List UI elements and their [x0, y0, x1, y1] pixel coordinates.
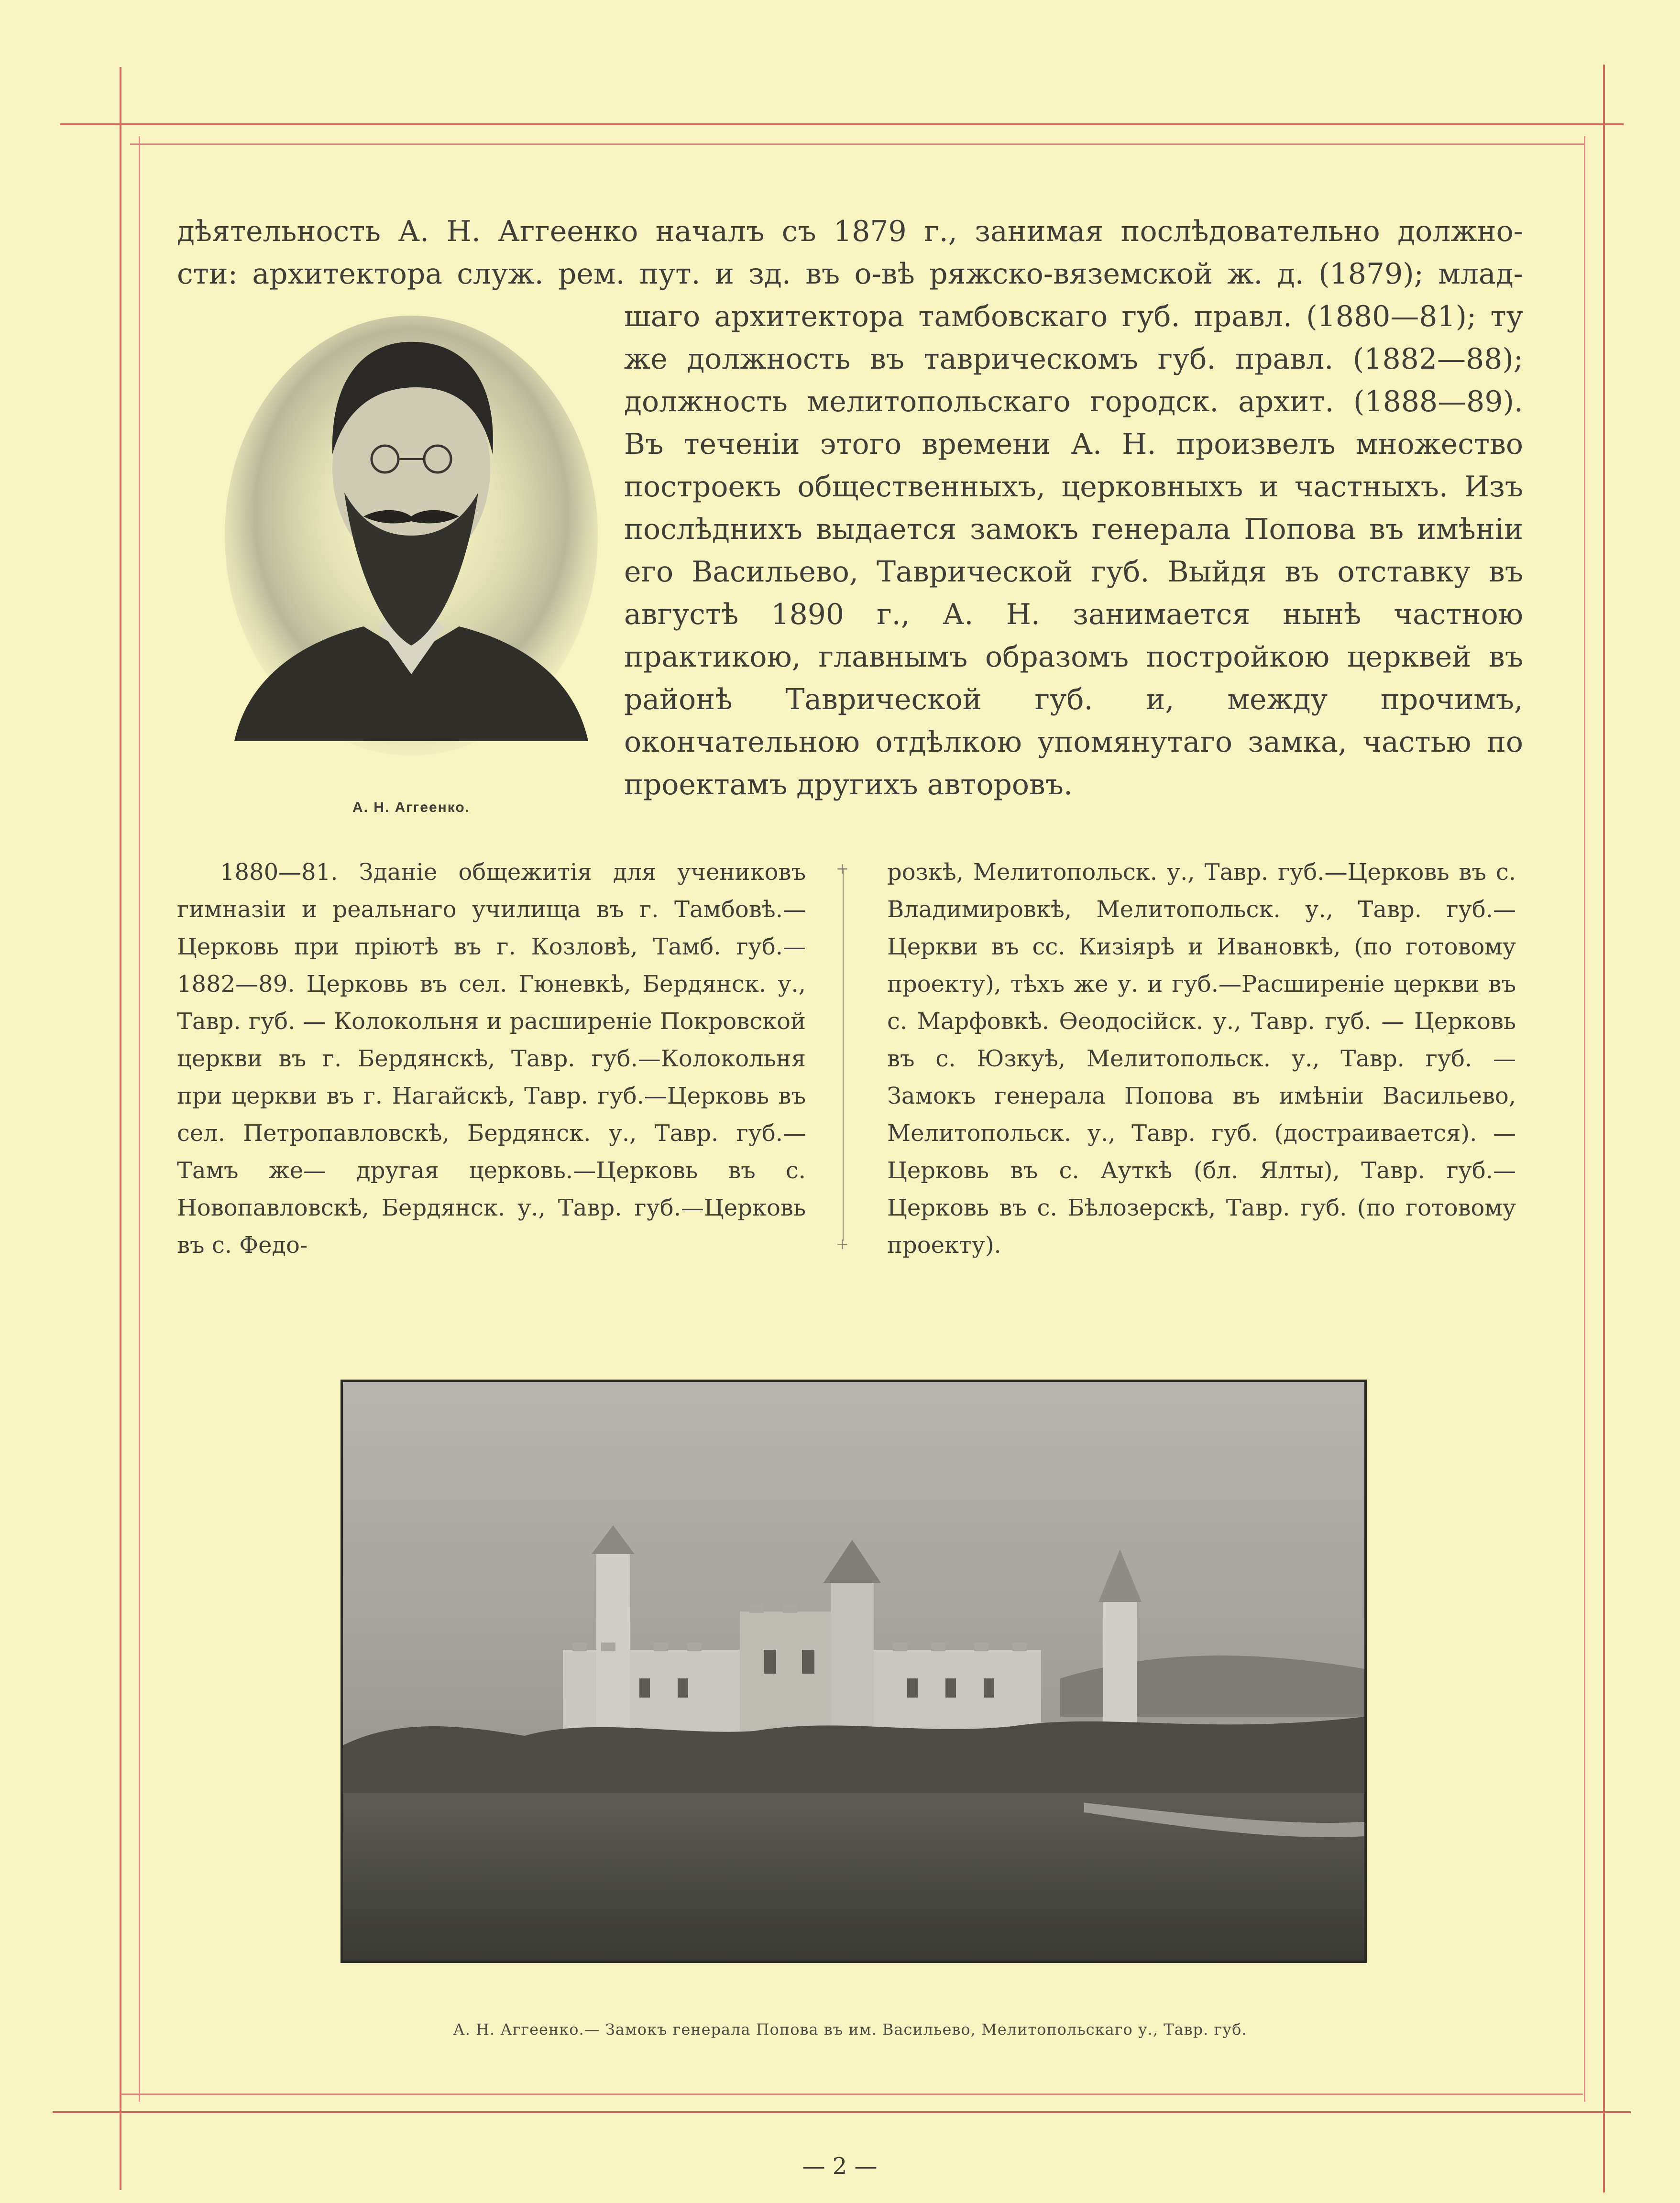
portrait-caption: А. Н. Аггеенко. — [352, 800, 471, 815]
works-left-column: 1880—81. Зданіе общежитія для учениковъ гимназіи и реальнаго училища въ г. Тамбовѣ.— Церковь при пріютѣ въ г. Козловѣ, Тамб. губ.— 1882—89. Церковь въ сел. Гюневкѣ, Бердянск. у., Тавр. губ. — Колокольня и расширеніе Покровской церкви въ г. Бердянскѣ, Тавр. губ.—Колокольня при церкви въ г. Нагайскѣ, Тавр. губ.—Церковь въ сел. Петропавловскѣ, Бердянск. у., Тавр. губ.—Тамъ же— другая церковь.—Церковь въ с. Новопавловскѣ, Бердянск. у., Тавр. губ.—Церковь въ с. Федо- — [177, 859, 806, 1259]
frame-left-outer — [120, 67, 121, 2190]
divider-plus-top: + — [836, 859, 849, 877]
page-number: — 2 — — [802, 2153, 878, 2180]
frame-top-inner — [130, 143, 1584, 145]
frame-bottom-inner — [120, 2093, 1583, 2095]
castle-photo — [340, 1380, 1367, 1963]
works-right-column: розкѣ, Мелитопольск. у., Тавр. губ.—Церковь въ с. Владимировкѣ, Мелитопольск. у., Тавр. губ.—Церкви въ сс. Кизіярѣ и Ивановкѣ, (по готовому проекту), тѣхъ же у. и губ.—Расширеніе церкви въ с. Марфовкѣ. Ѳеодосійск. у., Тавр. губ. — Церковь въ с. Юзкуѣ, Мелитопольск. у., Тавр. губ. — Замокъ генерала Попова въ имѣніи Васильево, Мелитопольск. у., Тавр. губ. (достраивается). — Церковь въ с. Ауткѣ (бл. Ялты), Тавр. губ.—Церковь въ с. Бѣлозерскѣ, Тавр. губ. (по готовому проекту). — [887, 859, 1516, 1259]
frame-bottom-outer — [53, 2111, 1631, 2113]
intro-body: шаго архитектора тамбовскаго губ. правл. (1880—81); ту же должность въ таврическомъ губ. правл. (1882—88); должность мелитопольскаго городск. архит. (1888—89). Въ теченіи этого времени А. Н. произвелъ множество построекъ общественныхъ, церковныхъ и частныхъ. Изъ послѣднихъ выдается замокъ генерала Попова въ имѣніи его Васильево, Таврической губ. Выйдя въ отставку въ августѣ 1890 г., А. Н. занимается нынѣ частною практикою, главнымъ образомъ постройкою церквей въ районѣ Таврической губ. и, между прочимъ, окончательною отдѣлкою упомянутаго замка, частью по проектамъ другихъ авторовъ. — [624, 300, 1523, 801]
intro-wrapped-text — [177, 253, 1523, 806]
divider-plus-bottom: + — [836, 1235, 849, 1253]
portrait-image — [220, 311, 603, 760]
frame-left-inner — [139, 136, 140, 2102]
frame-right-inner — [1584, 136, 1585, 2102]
intro-second-line: сти: архитектора служ. рем. пут. и зд. въ о-вѣ ряжско-вяземской ж. д. (1879); млад- — [177, 257, 1523, 291]
photo-caption: А. Н. Аггеенко.— Замокъ генерала Попова въ им. Васильево, Мелитопольскаго у., Тавр. губ. — [453, 2020, 1247, 2039]
frame-right-outer — [1603, 65, 1605, 2192]
intro-first-line: дѣятельность А. Н. Аггеенко началъ съ 1879 г., занимая послѣдовательно должно- — [177, 215, 1523, 248]
column-divider — [843, 868, 844, 1241]
frame-top-outer — [60, 123, 1624, 125]
